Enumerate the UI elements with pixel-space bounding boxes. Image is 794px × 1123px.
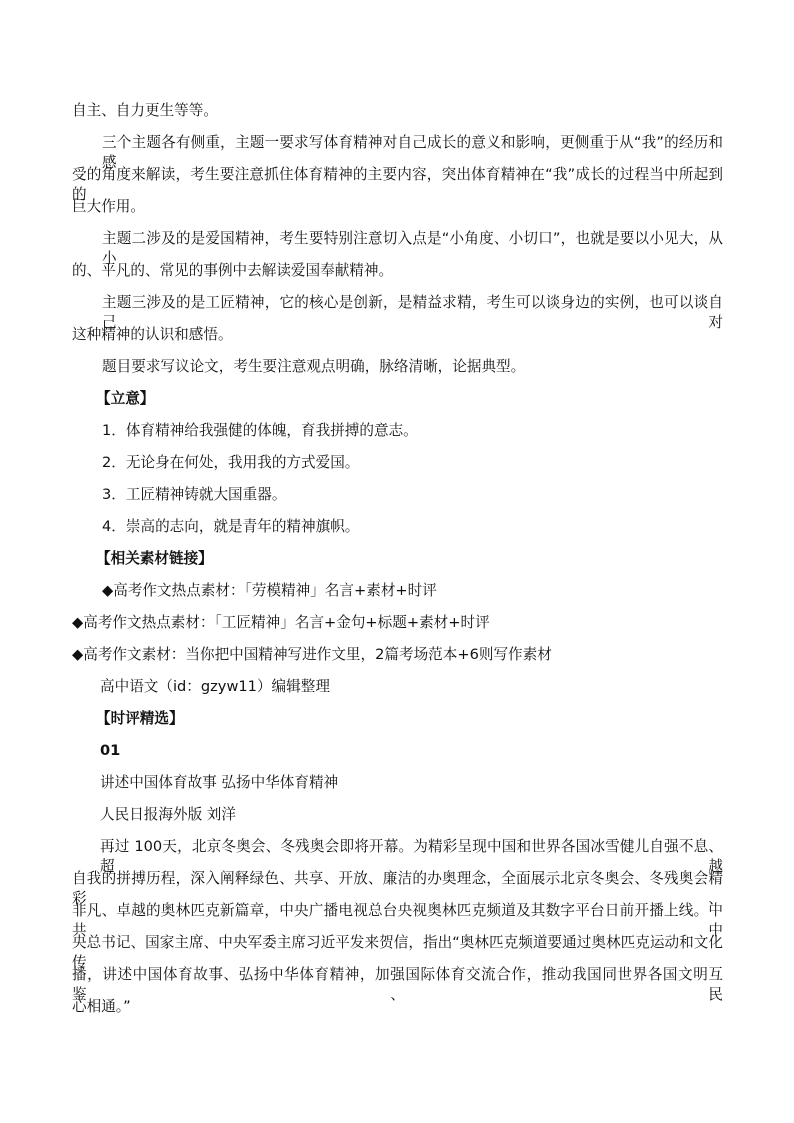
paragraph-line: 主题二涉及的是爱国精神，考生要特别注意切入点是“小角度、小切口”，也就是要以小见大，从小 — [102, 230, 723, 267]
paragraph-line: 题目要求写议论文，考生要注意观点明确，脉络清晰，论据典型。 — [102, 358, 526, 375]
article-source: 人民日报海外版 刘洋 — [100, 806, 236, 823]
paragraph-line: 受的角度来解读，考生要注意抓住体育精神的主要内容，突出体育精神在“我”成长的过程当中所起到的 — [72, 166, 723, 203]
material-link[interactable]: ◆高考作文热点素材：「工匠精神」名言+金句+标题+素材+时评 — [72, 614, 490, 631]
section-heading-links: 【相关素材链接】 — [96, 550, 213, 567]
editor-note: 高中语文（id：gzyw11）编辑整理 — [100, 678, 330, 695]
material-link[interactable]: ◆高考作文热点素材：「劳模精神」名言+素材+时评 — [102, 582, 437, 599]
paragraph-line: 这种精神的认识和感悟。 — [72, 326, 233, 343]
liyi-item: 4．崇高的志向，就是青年的精神旗帜。 — [102, 518, 360, 535]
material-link[interactable]: ◆高考作文素材：当你把中国精神写进作文里，2篇考场范本+6则写作素材 — [72, 646, 552, 663]
paragraph-tail: 自主、自力更生等等。 — [72, 102, 218, 119]
paragraph-line: 三个主题各有侧重，主题一要求写体育精神对自己成长的意义和影响，更侧重于从“我”的经历和感 — [102, 134, 723, 171]
article-body-line: 自我的拼搏历程，深入阐释绿色、共享、开放、廉洁的办奥理念，全面展示北京冬奥会、冬残奥会精彩、 — [72, 870, 723, 907]
article-number: 01 — [100, 742, 121, 759]
article-body-line: 非凡、卓越的奥林匹克新篇章，中央广播电视总台央视奥林匹克频道及其数字平台日前开播上线。中共中 — [72, 902, 723, 939]
section-heading-comments: 【时评精选】 — [96, 710, 184, 727]
liyi-item: 3．工匠精神铸就大国重器。 — [102, 486, 287, 503]
article-body-line: 心相通。” — [72, 998, 131, 1015]
article-body-line: 播，讲述中国体育故事、弘扬中华体育精神，加强国际体育交流合作，推动我国同世界各国文明互鉴、民 — [72, 966, 723, 1003]
paragraph-line: 主题三涉及的是工匠精神，它的核心是创新，是精益求精，考生可以谈身边的实例，也可以谈自己对 — [102, 294, 723, 331]
paragraph-line: 巨大作用。 — [72, 198, 145, 215]
article-body-line: 再过 100天，北京冬奥会、冬残奥会即将开幕。为精彩呈现中国和世界各国冰雪健儿自强不息、超越 — [100, 838, 723, 875]
liyi-item: 1．体育精神给我强健的体魄，育我拼搏的意志。 — [102, 422, 418, 439]
article-body-line: 央总书记、国家主席、中央军委主席习近平发来贺信，指出“奥林匹克频道要通过奥林匹克运动和文化传 — [72, 934, 723, 971]
section-heading-liyi: 【立意】 — [96, 390, 155, 407]
paragraph-line: 的、平凡的、常见的事例中去解读爱国奉献精神。 — [72, 262, 394, 279]
article-title: 讲述中国体育故事 弘扬中华体育精神 — [100, 774, 339, 791]
liyi-item: 2．无论身在何处，我用我的方式爱国。 — [102, 454, 360, 471]
